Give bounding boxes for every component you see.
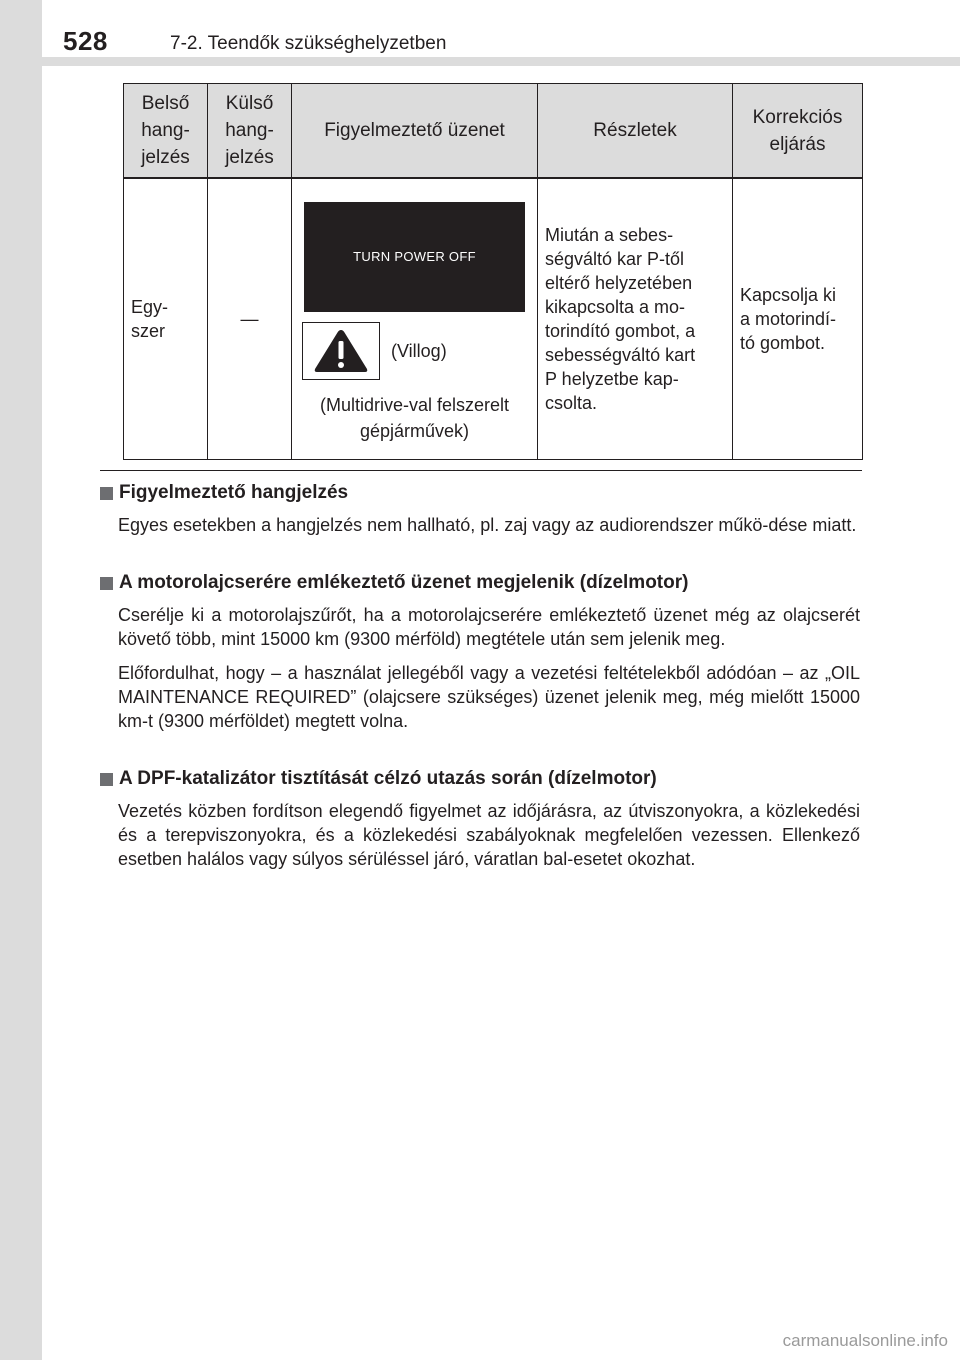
- section-divider: [100, 470, 862, 471]
- warning-indicator: [302, 322, 380, 380]
- section-paragraph: Cserélje ki a motorolajszűrőt, ha a motorolajcserére emlékeztető üzenet még az olajcserét követő több, mint 15000 km (9300 mérföld) megtétele után sem jelenik meg.: [118, 605, 860, 649]
- cell-details: Miután a sebes- ségváltó kar P-től eltérő helyzetében kikapcsolta a mo- torindító gombot, a sebességváltó kart P helyzetbe kap- csolta.: [538, 178, 733, 460]
- section-heading: Figyelmeztető hangjelzés: [100, 482, 860, 504]
- chapter-title: 7-2. Teendők szükséghelyzetben: [170, 33, 447, 54]
- section-paragraph: Egyes esetekben a hangjelzés nem hallható, pl. zaj vagy az audiorendszer műkö-dése miatt.: [118, 515, 857, 535]
- column-header-warning-message: Figyelmeztető üzenet: [292, 84, 538, 179]
- display-screen: [304, 202, 525, 312]
- section-oil-reminder: [100, 572, 860, 733]
- section-warning-buzzer: [100, 482, 860, 537]
- square-bullet-icon: [100, 773, 113, 786]
- square-bullet-icon: [100, 487, 113, 500]
- table-row: [124, 178, 863, 460]
- flash-label: (Villog): [391, 341, 447, 361]
- column-header-action: Korrekciós eljárás: [733, 84, 863, 179]
- section-heading: A motorolajcserére emlékeztető üzenet megjelenik (dízelmotor): [100, 572, 860, 594]
- column-header-details: Részletek: [538, 84, 733, 179]
- display-text: TURN POWER OFF: [353, 249, 476, 264]
- section-dpf-cleaning: [100, 768, 860, 871]
- column-header-external-buzzer: Külső hang- jelzés: [208, 84, 292, 179]
- footer-watermark: carmanualsonline.info: [782, 1331, 948, 1350]
- header-rule: [42, 57, 960, 66]
- square-bullet-icon: [100, 577, 113, 590]
- section-paragraph: Vezetés közben fordítson elegendő figyelmet az időjárásra, az útviszonyokra, a közlekedési és a terepviszonyokra, és a közlekedési szabályoknak megfelelően vezessen. Ellenkező esetben halálos vagy súlyos sérüléssel járó, váratlan bal-esetet okozhat.: [118, 801, 860, 869]
- page-number: 528: [63, 26, 108, 56]
- warning-message-table: [123, 83, 863, 460]
- cell-action: Kapcsolja ki a motorindí- tó gombot.: [733, 178, 863, 460]
- side-strip: [0, 0, 42, 1360]
- section-paragraph: Előfordulhat, hogy – a használat jellegéből vagy a vezetési feltételekből adódóan – az „OIL MAINTENANCE REQUIRED” (olajcsere szükséges) üzenet jelenik meg, még mielőtt 15000 km-t (9300 mérföldet) megtett volna.: [118, 663, 860, 731]
- column-header-internal-buzzer: Belső hang- jelzés: [124, 84, 208, 179]
- section-heading: A DPF-katalizátor tisztítását célzó utazás során (dízelmotor): [100, 768, 860, 790]
- equipment-note: (Multidrive-val felszerelt gépjárművek): [319, 395, 510, 441]
- cell-internal-buzzer: Egy- szer: [124, 178, 208, 460]
- cell-external-buzzer: —: [208, 178, 292, 460]
- cell-warning-message: [292, 178, 538, 460]
- warning-triangle-icon: [312, 327, 370, 375]
- table-header-row: [124, 84, 863, 179]
